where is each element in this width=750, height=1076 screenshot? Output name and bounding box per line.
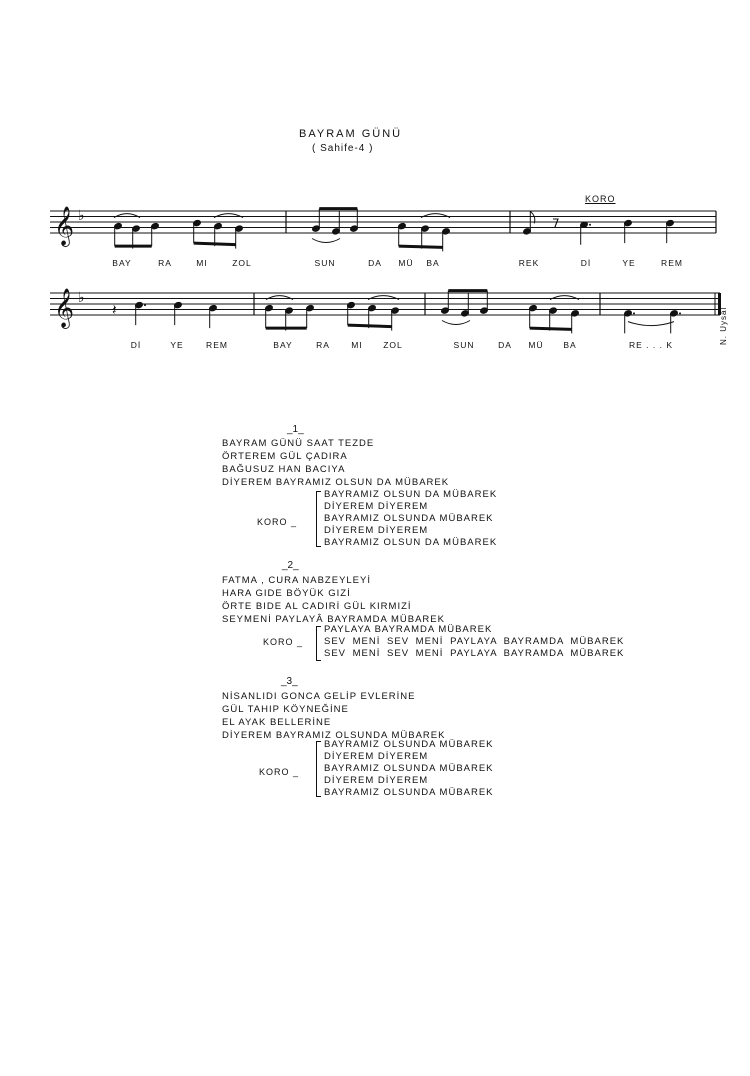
verse-line: ÖRTE BIDE AL CADIRİ GÜL KIRMIZİ [222,601,412,612]
koro-line: DİYEREM DİYEREM [324,775,429,786]
koro-label: KORO _ [263,637,304,647]
syllable: REM [661,258,683,268]
syllable: REM [206,340,228,350]
verse-line: FATMA , CURA NABZEYLEYİ [222,575,371,586]
syllable: Dİ [130,340,142,350]
koro-bracket [316,741,321,797]
syllable: DA [498,340,512,350]
dot [633,312,635,314]
verse-line: BAYRAM GÜNÜ SAAT TEZDE [222,438,375,449]
composer-credit: N. Uysal [719,306,728,345]
verse-number: _3_ [281,676,298,687]
koro-line: DİYEREM DİYEREM [324,501,429,512]
syllable: REK [518,258,540,268]
syllable: SUN [314,258,336,268]
verse-line: SEYMENİ PAYLAYÂ BAYRAMDA MÜBAREK [222,614,445,625]
note-beam [348,325,392,327]
verse-line: DİYEREM BAYRAMIZ OLSUN DA MÜBAREK [222,477,450,488]
flat-icon: ♭ [78,289,85,306]
koro-line: DİYEREM DİYEREM [324,525,429,536]
koro-bracket [316,491,321,547]
koro-line: BAYRAMIZ OLSUNDA MÜBAREK [324,739,494,750]
syllable: YE [622,258,636,268]
syllable: RA [158,258,172,268]
syllable: ZOL [232,258,252,268]
verse-number: _1_ [287,424,304,435]
syllable: BA [563,340,577,350]
koro-line: SEV MENİ SEV MENİ PAYLAYA BAYRAMDA MÜBAREK [324,636,625,647]
verse-number: _2_ [282,560,299,571]
koro-label: KORO _ [257,517,298,527]
song-subtitle: ( Sahife-4 ) [312,143,374,154]
music-score [0,0,750,380]
slur [628,322,674,326]
syllable: BA [426,258,440,268]
dot [144,304,146,306]
syllable: MÜ [398,258,414,268]
song-title: BAYRAM GÜNÜ [299,128,403,140]
quarter-rest-icon: 𝄽 [112,301,117,319]
syllable: ZOL [383,340,403,350]
verse-line: HARA GIDE BÖYÜK GIZİ [222,588,351,599]
koro-bracket [316,626,321,661]
slur [312,239,340,243]
slur [442,321,470,325]
syllable: RA [316,340,330,350]
syllable: MÜ [528,340,544,350]
koro-line: BAYRAMIZ OLSUN DA MÜBAREK [324,537,498,548]
syllable: RE . . . K [628,340,674,350]
dot [589,224,591,226]
syllable: MI [196,258,208,268]
syllable: DA [368,258,382,268]
syllable: Dİ [580,258,592,268]
koro-line: BAYRAMIZ OLSUNDA MÜBAREK [324,513,494,524]
verse-line: EL AYAK BELLERİNE [222,717,332,728]
koro-marker: KORO [585,194,616,204]
koro-line: BAYRAMIZ OLSUNDA MÜBAREK [324,787,494,798]
treble-clef-icon: 𝄞 [54,206,75,246]
note-beam [194,243,236,245]
note-beam [399,246,443,247]
koro-line: PAYLAYA BAYRAMDA MÜBAREK [324,624,493,635]
verse-line: BAĞUSUZ HAN BACIYA [222,464,346,475]
treble-clef-icon: 𝄞 [54,288,75,328]
verse-line: DİYEREM BAYRAMIZ OLSUNDA MÜBAREK [222,730,446,741]
syllable: BAY [112,258,132,268]
koro-line: DİYEREM DİYEREM [324,751,429,762]
verse-line: ÖRTEREM GÜL ÇADIRA [222,451,348,462]
verse-line: GÜL TAHIP KÖYNEĞİNE [222,704,349,715]
koro-label: KORO _ [259,767,300,777]
eighth-rest-icon: 7 [552,216,560,231]
flat-icon: ♭ [78,207,85,224]
dot [679,312,681,314]
note-beam [530,328,572,329]
koro-line: BAYRAMIZ OLSUN DA MÜBAREK [324,489,498,500]
syllable: YE [170,340,184,350]
verse-line: NİSANLIDI GONCA GELİP EVLERİNE [222,691,416,702]
syllable: BAY [273,340,293,350]
koro-line: BAYRAMIZ OLSUNDA MÜBAREK [324,763,494,774]
syllable: SUN [453,340,475,350]
syllable: MI [351,340,363,350]
koro-line: SEV MENİ SEV MENİ PAYLAYA BAYRAMDA MÜBAREK [324,648,625,659]
